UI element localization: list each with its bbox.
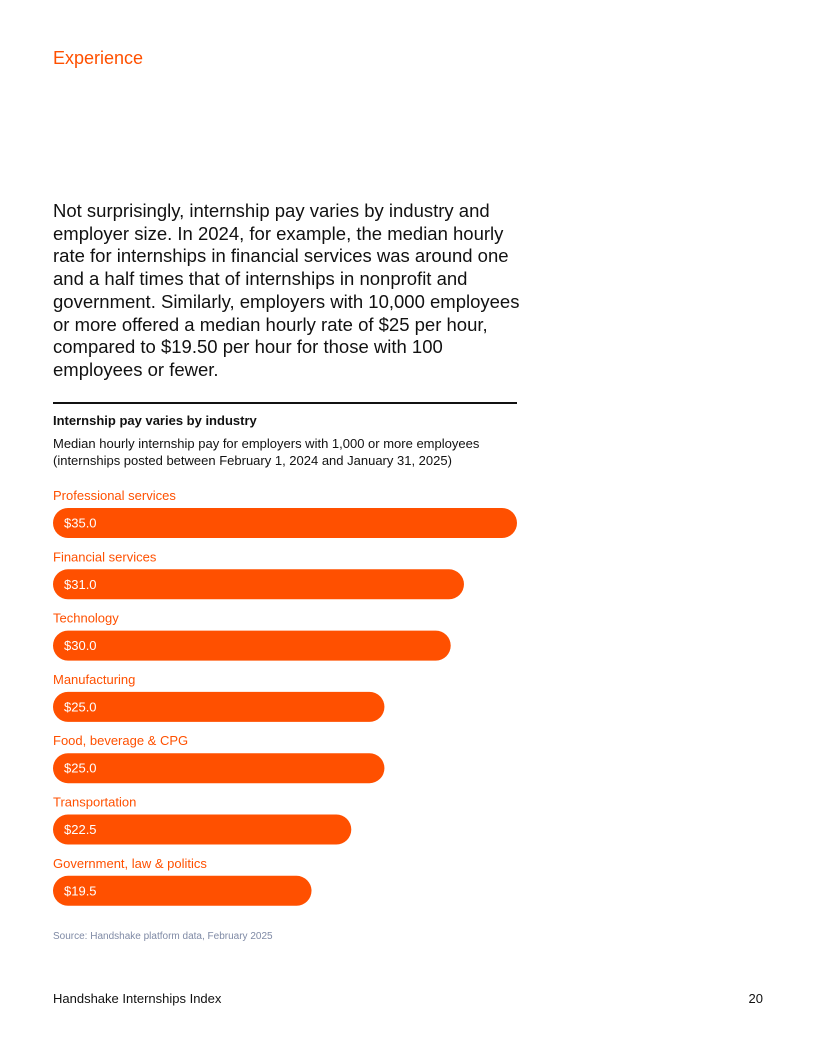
category-label: Food, beverage & CPG [53,733,189,749]
footer-title: Handshake Internships Index [53,991,222,1006]
category-label: Government, law & politics [53,855,207,871]
chart-title: Internship pay varies by industry [53,413,257,428]
value-label: $35.0 [64,515,97,531]
value-label: $25.0 [64,760,97,776]
value-label: $25.0 [64,699,97,715]
category-label: Technology [53,610,119,626]
section-label: Experience [53,48,144,68]
page-number: 20 [748,991,763,1006]
bar [53,569,464,599]
category-label: Financial services [53,549,157,565]
bar [53,815,351,845]
intro-paragraph: Not surprisingly, internship pay varies by industry and employer size. In 2024, for example, the median hourly rate for internships in financial services was around one and a half times that of internships in nonprofit and government. Similarly, employers with 10,000 employees or more offered a median hourly rate of $25 per hour, compared to $19.50 per hour for those with 100 employees or fewer. [53,200,520,380]
value-label: $30.0 [64,638,97,654]
bar [53,692,384,722]
category-label: Professional services [53,488,176,503]
bar-chart [53,484,517,910]
divider [53,402,517,404]
chart-subtitle: Median hourly internship pay for employers with 1,000 or more employees (internships posted between February 1, 2024 and January 31, 2025) [53,436,480,468]
value-label: $31.0 [64,576,97,592]
value-label: $19.5 [64,883,97,899]
value-label: $22.5 [64,822,97,837]
source-note: Source: Handshake platform data, February 2025 [53,931,273,942]
category-label: Transportation [53,794,137,810]
bar [53,753,384,783]
category-label: Manufacturing [53,671,136,687]
bar [53,508,517,538]
bar [53,631,451,661]
